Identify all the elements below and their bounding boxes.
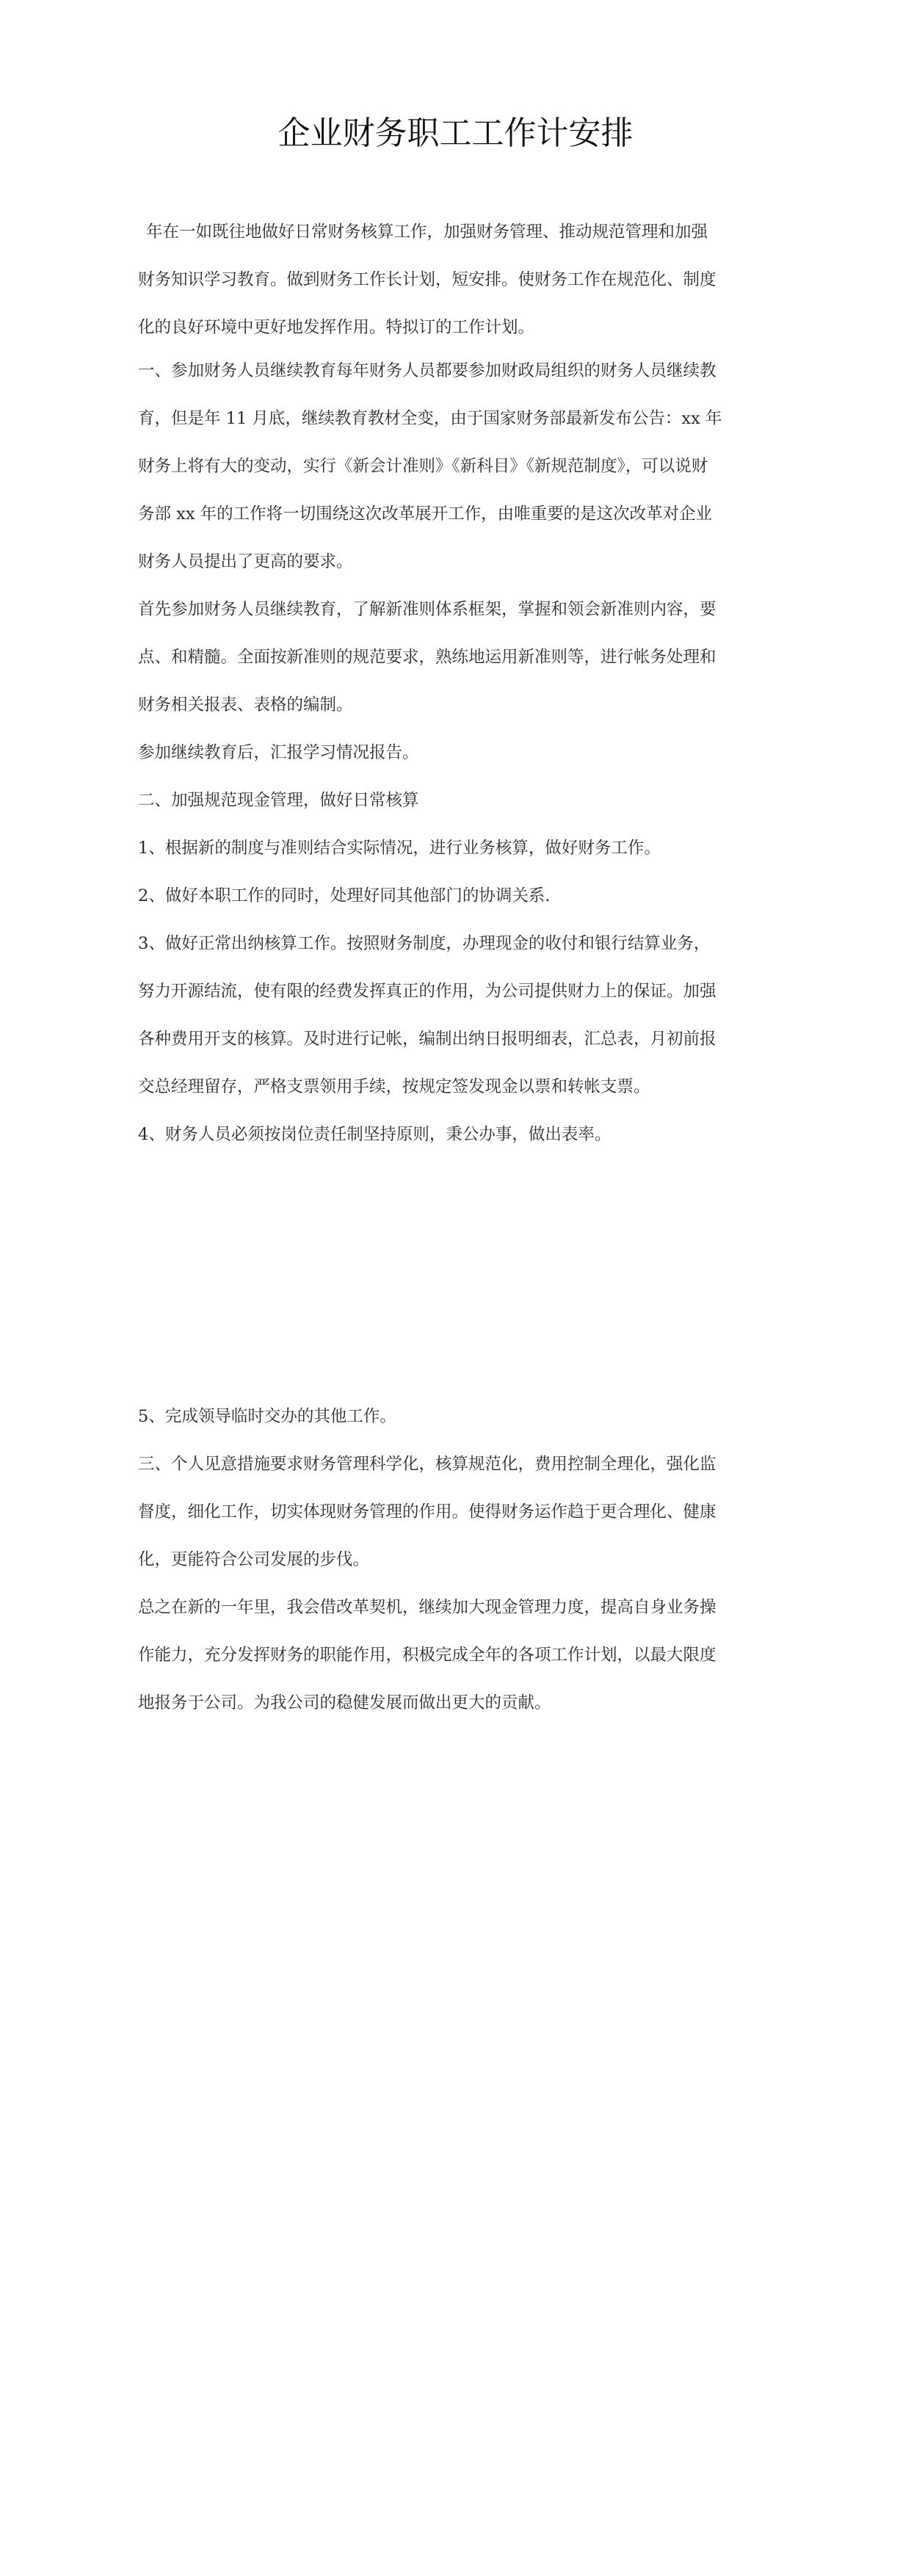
text-line: 5、完成领导临时交办的其他工作。 bbox=[138, 1407, 396, 1426]
text-line: 总之在新的一年里，我会借改革契机，继续加大现金管理力度，提高自身业务操 bbox=[138, 1598, 716, 1617]
text-line: 1、根据新的制度与准则结合实际情况，进行业务核算，做好财务工作。 bbox=[138, 839, 661, 858]
text-line: 财务上将有大的变动，实行《新会计准则》《新科目》《新规范制度》，可以说财 bbox=[138, 457, 708, 476]
text-line: 三、个人见意措施要求财务管理科学化，核算规范化，费用控制全理化，强化监 bbox=[138, 1455, 716, 1474]
text-line: 点、和精髓。全面按新准则的规范要求，熟练地运用新准则等，进行帐务处理和 bbox=[138, 648, 716, 667]
item-2 bbox=[138, 872, 777, 920]
item-1 bbox=[138, 825, 777, 872]
text-line: 4、财务人员必须按岗位责任制坚持原则，秉公办事，做出表率。 bbox=[138, 1125, 611, 1144]
document-title: 企业财务职工工作计安排 bbox=[277, 115, 634, 152]
item-5 bbox=[138, 1393, 777, 1441]
text-line: 一、参加财务人员继续教育每年财务人员都要参加财政局组织的财务人员继续教 bbox=[138, 361, 716, 380]
section-1-paragraph bbox=[138, 347, 777, 586]
text-line: 交总经理留存，严格支票领用手续，按规定签发现金以票和转帐支票。 bbox=[138, 1077, 650, 1096]
text-line: 3、做好正常出纳核算工作。按照财务制度，办理现金的收付和银行结算业务， bbox=[138, 934, 711, 953]
conclusion-paragraph bbox=[138, 1584, 777, 1727]
text-line: 努力开源结流，使有限的经费发挥真正的作用，为公司提供财力上的保证。加强 bbox=[138, 982, 716, 1001]
text-line: 2、做好本职工作的同时，处理好同其他部门的协调关系. bbox=[138, 886, 551, 905]
text-line: 作能力，充分发挥财务的职能作用，积极完成全年的各项工作计划，以最大限度 bbox=[138, 1646, 716, 1665]
text-line: 地报务于公司。为我公司的稳健发展而做出更大的贡献。 bbox=[138, 1693, 551, 1712]
report-paragraph bbox=[138, 729, 777, 777]
section-2-heading bbox=[138, 777, 777, 825]
text-line: 财务相关报表、表格的编制。 bbox=[138, 695, 353, 714]
text-line: 财务知识学习教育。做到财务工作长计划，短安排。使财务工作在规范化、制度 bbox=[138, 270, 716, 289]
continuing-education-paragraph bbox=[138, 586, 777, 729]
text-line: 首先参加财务人员继续教育，了解新准则体系框架，掌握和领会新准则内容，要 bbox=[138, 600, 716, 619]
item-3 bbox=[138, 920, 777, 1111]
text-line: 育，但是年 11 月底，继续教育教材全变，由于国家财务部最新发布公告：xx 年 bbox=[138, 409, 722, 428]
text-line: 年在一如既往地做好日常财务核算工作，加强财务管理、推动规范管理和加强 bbox=[146, 222, 708, 242]
text-line: 参加继续教育后，汇报学习情况报告。 bbox=[138, 743, 419, 762]
text-line: 各种费用开支的核算。及时进行记帐，编制出纳日报明细表，汇总表，月初前报 bbox=[138, 1030, 716, 1049]
text-line: 督度，细化工作，切实体现财务管理的作用。使得财务运作趋于更合理化、健康 bbox=[138, 1502, 716, 1522]
text-line: 二、加强规范现金管理，做好日常核算 bbox=[138, 791, 419, 810]
text-line: 化的良好环境中更好地发挥作用。特拟订的工作计划。 bbox=[138, 318, 535, 337]
text-line: 务部 xx 年的工作将一切围绕这次改革展开工作，由唯重要的是这次改革对企业 bbox=[138, 504, 713, 524]
text-line: 化，更能符合公司发展的步伐。 bbox=[138, 1550, 370, 1569]
intro-paragraph bbox=[138, 209, 777, 352]
section-3-paragraph bbox=[138, 1441, 777, 1584]
text-line: 财务人员提出了更高的要求。 bbox=[138, 552, 353, 571]
item-4 bbox=[138, 1111, 777, 1159]
